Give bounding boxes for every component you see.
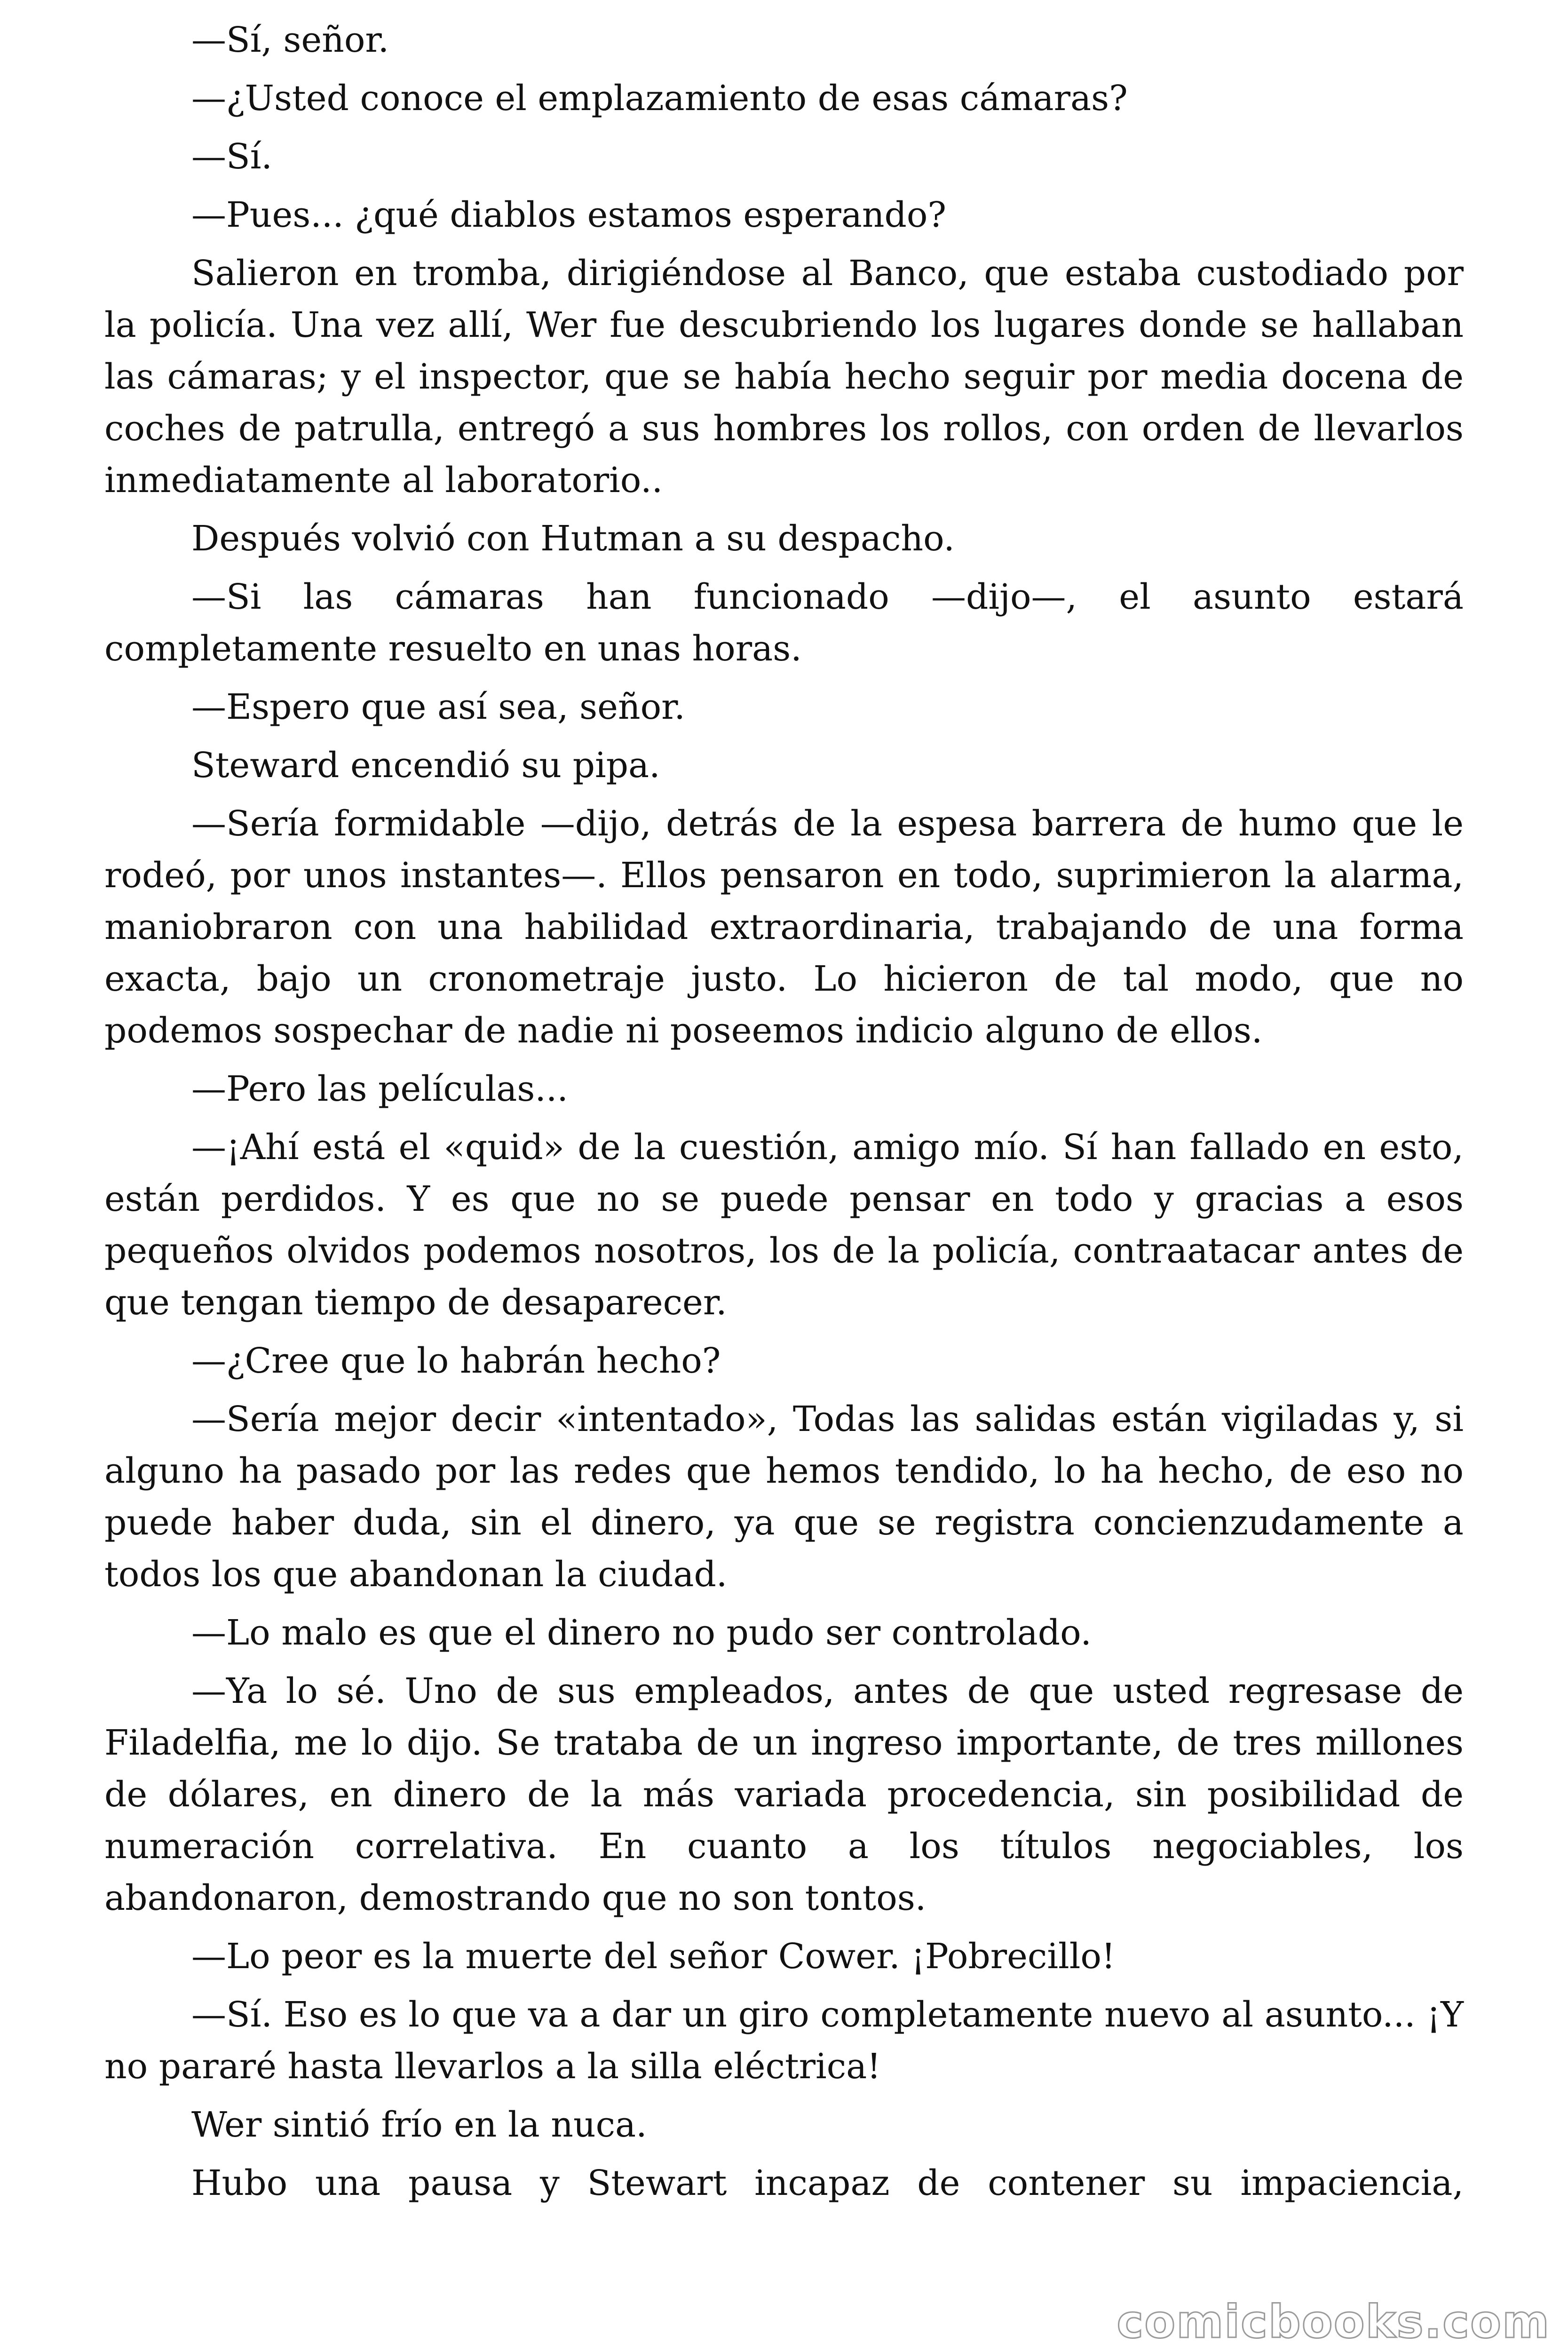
paragraph-7: —Si las cámaras han funcionado —dijo—, el asunto estará completamente resuelto en unas horas. — [104, 577, 1464, 669]
paragraph-16: —Ya lo sé. Uno de sus empleados, antes de que usted regresase de Filadelfia, me lo dijo. Se trataba de un ingreso importante, de tres millones de dólares, en dinero de la más variada procedencia, sin posibilidad de numeración correlativa. En cuanto a los títulos negociables, los abandonaron, demostrando que no son tontos. — [104, 1671, 1464, 1918]
paragraph-13: —¿Cree que lo habrán hecho? — [191, 1341, 721, 1381]
paragraph-20: Hubo una pausa y Stewart incapaz de contener su impaciencia, — [191, 2163, 1464, 2203]
paragraph-17: —Lo peor es la muerte del señor Cower. ¡Pobrecillo! — [191, 1936, 1116, 1977]
paragraph-8: —Espero que así sea, señor. — [191, 687, 685, 727]
paragraph-12: —¡Ahí está el «quid» de la cuestión, amigo mío. Sí han fallado en esto, están perdidos. Y es que no se puede pensar en todo y gracias a esos pequeños olvidos podemos nosotros, los de la policía, contraatacar antes de que tengan tiempo de desaparecer. — [104, 1127, 1464, 1323]
paragraph-18: —Sí. Eso es lo que va a dar un giro completamente nuevo al asunto... ¡Y no pararé hasta llevarlos a la silla eléctrica! — [104, 1994, 1464, 2087]
paragraph-10: —Sería formidable —dijo, detrás de la espesa barrera de humo que le rodeó, por unos instantes—. Ellos pensaron en todo, suprimieron la alarma, maniobraron con una habilidad extraordinaria, trabajando de una forma exacta, bajo un cronometraje justo. Lo hicieron de tal modo, que no podemos sospechar de nadie ni poseemos indicio alguno de ellos. — [104, 803, 1464, 1051]
paragraph-11: —Pero las películas... — [191, 1069, 568, 1109]
paragraph-1: —Sí, señor. — [191, 20, 389, 60]
paragraph-9: Steward encendió su pipa. — [191, 745, 660, 786]
paragraph-15: —Lo malo es que el dinero no pudo ser controlado. — [191, 1613, 1092, 1653]
paragraph-14: —Sería mejor decir «intentado», Todas las salidas están vigiladas y, si alguno ha pasado por las redes que hemos tendido, lo ha hecho, de eso no puede haber duda, sin el dinero, ya que se registra concienzudamente a todos los que abandonan la ciudad. — [104, 1399, 1464, 1595]
paragraph-19: Wer sintió frío en la nuca. — [191, 2105, 647, 2145]
paragraph-6: Después volvió con Hutman a su despacho. — [191, 518, 955, 559]
site-watermark: comicbooks.com — [1117, 2296, 1550, 2348]
paragraph-3: —Sí. — [191, 136, 272, 177]
paragraph-2: —¿Usted conoce el emplazamiento de esas cámaras? — [191, 78, 1128, 119]
paragraph-5: Salieron en tromba, dirigiéndose al Banco, que estaba custodiado por la policía. Una vez allí, Wer fue descubriendo los lugares donde se hallaban las cámaras; y el inspector, que se había hecho seguir por media docena de coches de patrulla, entregó a sus hombres los rollos, con orden de llevarlos inmediatamente al laboratorio.. — [104, 253, 1464, 501]
paragraph-4: —Pues... ¿qué diablos estamos esperando? — [191, 195, 947, 235]
book-page-text — [104, 14, 1464, 2216]
